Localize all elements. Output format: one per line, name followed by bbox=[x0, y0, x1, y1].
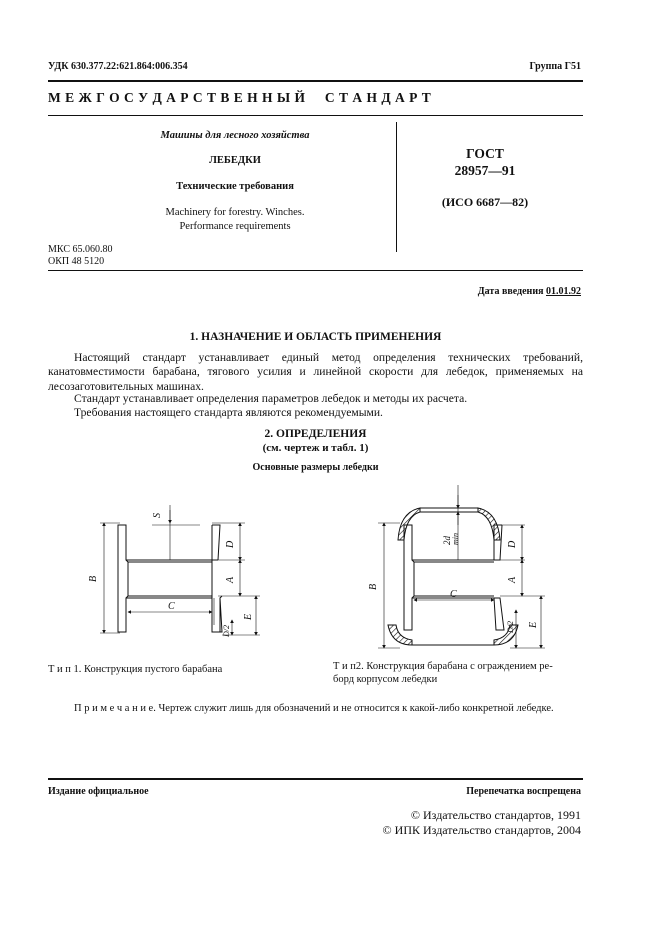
fig1-label-A: A bbox=[225, 576, 236, 583]
fig1-label-Dhalf: D/2 bbox=[222, 625, 231, 637]
fig2-label-E: E bbox=[528, 621, 539, 628]
iso-reference: (ИСО 6687—82) bbox=[441, 195, 529, 209]
fig2-right-flange bbox=[494, 525, 504, 630]
note-label: П р и м е ч а н и е. bbox=[74, 703, 156, 714]
section-1-paragraph-2: Стандарт устанавливает определения параметров лебедок и методы их расчета. bbox=[74, 392, 468, 405]
fig1-label-E: E bbox=[243, 613, 254, 620]
fig2-label-C: C bbox=[450, 589, 457, 600]
fig2-label-min: min bbox=[451, 533, 460, 545]
gost-label: ГОСТ bbox=[466, 146, 504, 161]
figure-2-caption-prefix: Т и п2. bbox=[333, 661, 364, 672]
copyright-1991: © Издательство стандартов, 1991 bbox=[410, 808, 581, 822]
official-edition: Издание официальное bbox=[48, 786, 149, 797]
standard-banner: М Е Ж Г О С У Д А Р С Т В Е Н Н Ы Й С Т А Н Д А Р Т bbox=[48, 90, 432, 105]
section-2-heading: 2. ОПРЕДЕЛЕНИЯ bbox=[264, 428, 367, 440]
fig1-label-C: C bbox=[168, 601, 175, 612]
figure-2-caption-text-2: борд корпусом лебедки bbox=[333, 674, 438, 685]
figure-2-caption-text-1: Конструкция барабана с ограждением ре- bbox=[366, 661, 553, 672]
section-2-subheading: (см. чертеж и табл. 1) bbox=[262, 442, 369, 454]
effective-date-value: 01.01.92 bbox=[546, 286, 581, 297]
fig1-label-D: D bbox=[225, 540, 236, 548]
figure-1-caption-text: Конструкция пустого барабана bbox=[84, 664, 223, 675]
fig2-left-flange bbox=[404, 525, 414, 630]
figure-2-caption-line1 bbox=[333, 660, 583, 673]
footer-rule bbox=[48, 778, 583, 780]
document-subtitle: Технические требования bbox=[176, 181, 294, 192]
fig2-label-Dhalf: D/2 bbox=[506, 621, 515, 633]
gost-number: 28957—91 bbox=[454, 163, 516, 178]
note bbox=[48, 702, 583, 716]
category: Машины для лесного хозяйства bbox=[160, 130, 310, 141]
effective-date-label: Дата введения bbox=[477, 286, 544, 297]
fig2-guard-top-right bbox=[478, 508, 500, 540]
fig2-label-B: B bbox=[368, 583, 379, 590]
mks-code: МКС 65.060.80 bbox=[48, 244, 113, 255]
fig2-guard-bottom-left bbox=[388, 625, 412, 645]
english-title-line1: Machinery for forestry. Winches. bbox=[165, 207, 305, 218]
section-1-heading: 1. НАЗНАЧЕНИЕ И ОБЛАСТЬ ПРИМЕНЕНИЯ bbox=[189, 331, 442, 343]
fig1-label-S: S bbox=[152, 513, 163, 518]
figure-1-caption-prefix: Т и п 1. bbox=[48, 664, 82, 675]
fig2-label-A: A bbox=[507, 576, 518, 583]
copyright-2004: © ИПК Издательство стандартов, 2004 bbox=[382, 823, 581, 837]
figure-title: Основные размеры лебедки bbox=[252, 462, 379, 473]
group-code: Группа Г51 bbox=[529, 61, 581, 72]
english-title-line2: Performance requirements bbox=[179, 221, 291, 232]
reprint-notice: Перепечатка воспрещена bbox=[466, 786, 581, 797]
fig2-label-2d: 2d bbox=[442, 536, 452, 545]
fig2-guard-top-left bbox=[398, 508, 420, 540]
fig2-label-D: D bbox=[507, 540, 518, 548]
note-text: Чертеж служит лишь для обозначений и не относится к какой-либо конкретной лебедке. bbox=[158, 703, 554, 714]
figure-2-caption bbox=[333, 660, 583, 686]
document-title: ЛЕБЕДКИ bbox=[209, 155, 261, 166]
fig1-label-B: B bbox=[88, 575, 99, 582]
udk-code: УДК 630.377.22:621.864:006.354 bbox=[48, 61, 188, 72]
okp-code: ОКП 48 5120 bbox=[48, 256, 105, 267]
section-1-paragraph-1: Настоящий стандарт устанавливает единый метод определения технических требований, канатовместимости барабана, тягового усилия и линейной скорости для лебедок, применяемых на лесозаготовительных машинах. bbox=[48, 351, 583, 393]
section-1-paragraph-3: Требования настоящего стандарта являются рекомендуемыми. bbox=[74, 406, 383, 419]
